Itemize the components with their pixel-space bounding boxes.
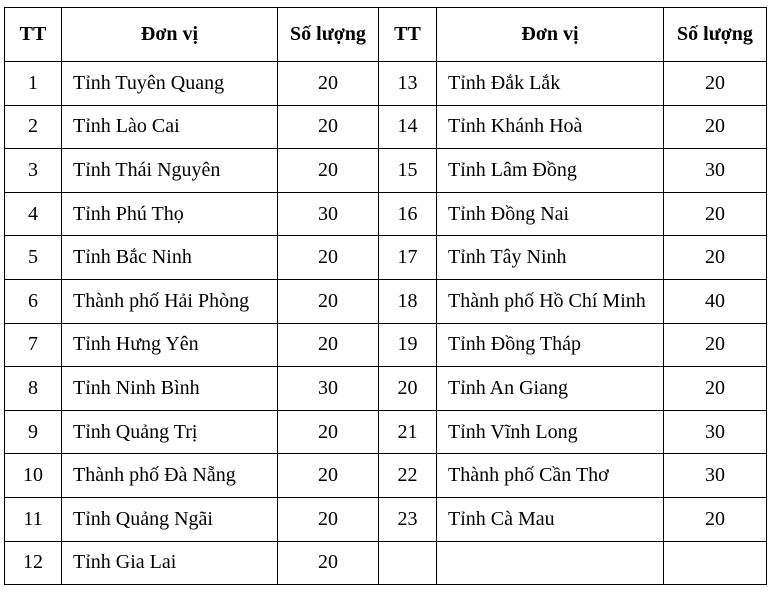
cell-unit-right: Tỉnh Lâm Đồng <box>437 149 664 193</box>
cell-qty-right: 20 <box>664 497 767 541</box>
cell-tt-right: 19 <box>379 323 437 367</box>
cell-qty-right: 20 <box>664 367 767 411</box>
cell-unit-right: Tỉnh Khánh Hoà <box>437 105 664 149</box>
cell-qty-left: 20 <box>278 149 379 193</box>
cell-unit-left: Tỉnh Ninh Bình <box>62 367 278 411</box>
cell-tt-left: 4 <box>5 192 62 236</box>
cell-qty-left: 20 <box>278 541 379 585</box>
cell-unit-left: Tỉnh Tuyên Quang <box>62 62 278 106</box>
cell-unit-right: Tỉnh Cà Mau <box>437 497 664 541</box>
cell-qty-right: 30 <box>664 454 767 498</box>
table-row <box>5 62 767 106</box>
cell-unit-right: Tỉnh Đồng Nai <box>437 192 664 236</box>
cell-unit-left: Tỉnh Thái Nguyên <box>62 149 278 193</box>
cell-qty-right <box>664 541 767 585</box>
table-row <box>5 323 767 367</box>
cell-unit-right: Thành phố Cần Thơ <box>437 454 664 498</box>
cell-qty-right: 20 <box>664 62 767 106</box>
cell-tt-right: 15 <box>379 149 437 193</box>
cell-unit-left: Tỉnh Quảng Trị <box>62 410 278 454</box>
cell-tt-right: 18 <box>379 279 437 323</box>
cell-qty-left: 20 <box>278 279 379 323</box>
table-row <box>5 367 767 411</box>
cell-tt-left: 5 <box>5 236 62 280</box>
cell-qty-left: 20 <box>278 497 379 541</box>
table-row <box>5 497 767 541</box>
table-row <box>5 541 767 585</box>
table-row <box>5 454 767 498</box>
cell-unit-left: Tỉnh Hưng Yên <box>62 323 278 367</box>
table-row <box>5 410 767 454</box>
cell-unit-right: Tỉnh An Giang <box>437 367 664 411</box>
cell-qty-left: 20 <box>278 236 379 280</box>
cell-tt-right: 13 <box>379 62 437 106</box>
cell-tt-right: 23 <box>379 497 437 541</box>
cell-qty-left: 30 <box>278 192 379 236</box>
table-row <box>5 149 767 193</box>
cell-tt-left: 11 <box>5 497 62 541</box>
cell-unit-left: Tỉnh Bắc Ninh <box>62 236 278 280</box>
cell-tt-left: 6 <box>5 279 62 323</box>
header-qty-left: Số lượng <box>278 8 379 62</box>
table-body <box>5 62 767 585</box>
cell-unit-left: Thành phố Hải Phòng <box>62 279 278 323</box>
header-unit-left: Đơn vị <box>62 8 278 62</box>
table-row <box>5 236 767 280</box>
cell-qty-left: 20 <box>278 454 379 498</box>
cell-qty-left: 30 <box>278 367 379 411</box>
cell-qty-right: 20 <box>664 236 767 280</box>
cell-unit-right: Tỉnh Đồng Tháp <box>437 323 664 367</box>
header-tt-right: TT <box>379 8 437 62</box>
cell-qty-right: 30 <box>664 149 767 193</box>
table-row <box>5 105 767 149</box>
cell-unit-right: Thành phố Hồ Chí Minh <box>437 279 664 323</box>
cell-tt-left: 12 <box>5 541 62 585</box>
cell-tt-left: 10 <box>5 454 62 498</box>
cell-qty-right: 30 <box>664 410 767 454</box>
cell-qty-left: 20 <box>278 410 379 454</box>
cell-unit-left: Tỉnh Phú Thọ <box>62 192 278 236</box>
cell-unit-right <box>437 541 664 585</box>
cell-unit-right: Tỉnh Vĩnh Long <box>437 410 664 454</box>
cell-tt-left: 7 <box>5 323 62 367</box>
table-row <box>5 279 767 323</box>
cell-tt-left: 8 <box>5 367 62 411</box>
cell-tt-left: 3 <box>5 149 62 193</box>
cell-tt-left: 9 <box>5 410 62 454</box>
cell-tt-left: 1 <box>5 62 62 106</box>
cell-qty-left: 20 <box>278 323 379 367</box>
cell-unit-left: Tỉnh Quảng Ngãi <box>62 497 278 541</box>
cell-qty-right: 20 <box>664 105 767 149</box>
cell-tt-right: 20 <box>379 367 437 411</box>
cell-unit-left: Thành phố Đà Nẵng <box>62 454 278 498</box>
cell-tt-left: 2 <box>5 105 62 149</box>
cell-tt-right: 22 <box>379 454 437 498</box>
cell-qty-right: 40 <box>664 279 767 323</box>
header-qty-right: Số lượng <box>664 8 767 62</box>
table-row <box>5 192 767 236</box>
cell-tt-right: 16 <box>379 192 437 236</box>
cell-qty-right: 20 <box>664 323 767 367</box>
cell-unit-right: Tỉnh Tây Ninh <box>437 236 664 280</box>
header-unit-right: Đơn vị <box>437 8 664 62</box>
cell-qty-right: 20 <box>664 192 767 236</box>
cell-tt-right: 17 <box>379 236 437 280</box>
cell-unit-right: Tỉnh Đắk Lắk <box>437 62 664 106</box>
cell-unit-left: Tỉnh Gia Lai <box>62 541 278 585</box>
header-tt-left: TT <box>5 8 62 62</box>
cell-tt-right <box>379 541 437 585</box>
allocation-table <box>4 7 767 585</box>
cell-unit-left: Tỉnh Lào Cai <box>62 105 278 149</box>
header-row <box>5 8 767 62</box>
cell-qty-left: 20 <box>278 105 379 149</box>
cell-qty-left: 20 <box>278 62 379 106</box>
cell-tt-right: 14 <box>379 105 437 149</box>
cell-tt-right: 21 <box>379 410 437 454</box>
